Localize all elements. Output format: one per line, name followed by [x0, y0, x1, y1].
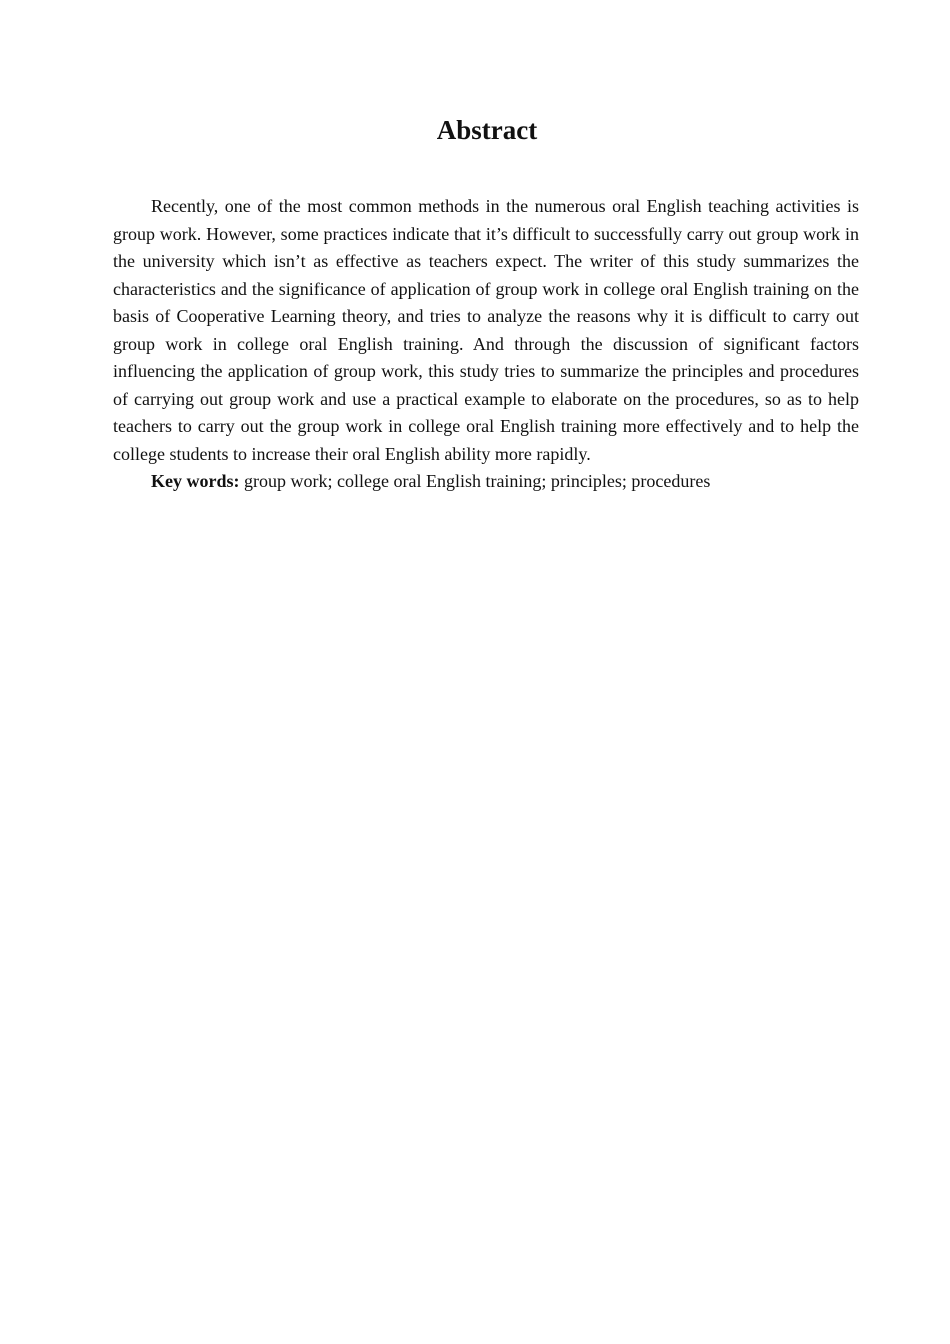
keywords-line [113, 468, 859, 496]
abstract-body [113, 193, 859, 496]
page-title: Abstract [436, 115, 538, 145]
keywords-label: Key words: [151, 471, 240, 491]
keywords-text: group work; college oral English training; principles; procedures [239, 471, 711, 491]
abstract-paragraph: Recently, one of the most common methods in the numerous oral English teaching activities is group work. However, some practices indicate that it’s difficult to successfully carry out group work in the university which isn’t as effective as teachers expect. The writer of this study summarizes the characteristics and the significance of application of group work in college oral English training on the basis of Cooperative Learning theory, and tries to analyze the reasons why it is difficult to carry out group work in college oral English training. And through the discussion of significant factors influencing the application of group work, this study tries to summarize the principles and procedures of carrying out group work and use a practical example to elaborate on the procedures, so as to help teachers to carry out the group work in college oral English training more effectively and to help the college students to increase their oral English ability more rapidly. [113, 196, 859, 464]
